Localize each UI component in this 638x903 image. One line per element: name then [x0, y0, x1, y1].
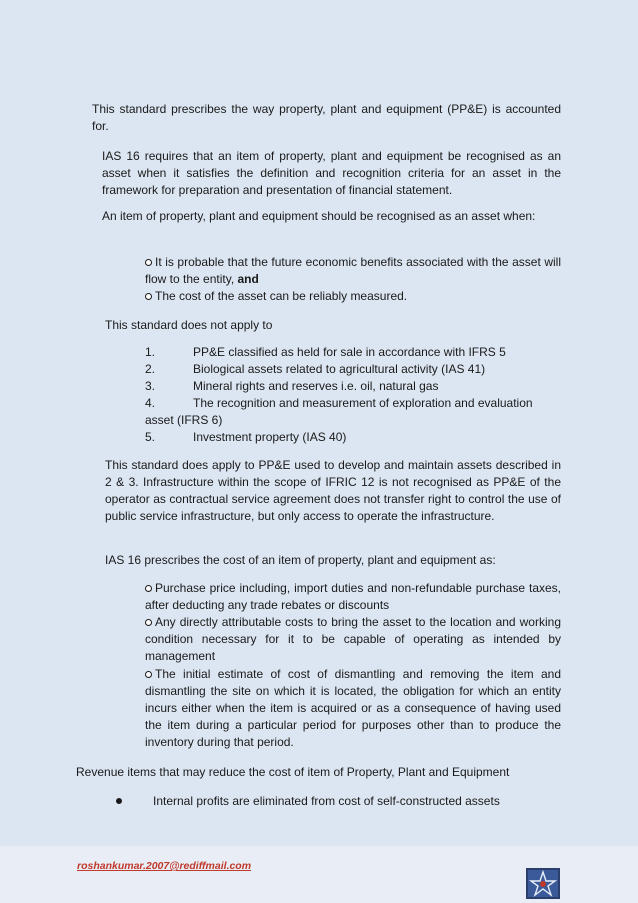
star-emblem-icon — [526, 868, 560, 899]
not-apply-heading: This standard does not apply to — [105, 318, 273, 332]
cost-bullet — [145, 614, 561, 665]
exclusion-item — [145, 429, 346, 446]
exclusion-text: The recognition and measurement of exploration and evaluation — [193, 396, 533, 410]
bullet-icon — [145, 671, 152, 678]
recognition-bullet-1-bold: and — [237, 272, 259, 286]
cost-bullet — [145, 666, 561, 751]
recognition-bullet-2 — [145, 288, 561, 305]
exclusion-number: 2. — [145, 362, 156, 376]
bullet-icon — [145, 619, 152, 626]
exclusion-number: 5. — [145, 430, 156, 444]
intro-paragraph: This standard prescribes the way property, plant and equipment (PP&E) is accounted for. — [92, 102, 561, 133]
recognition-paragraph: IAS 16 requires that an item of property, plant and equipment be recognised as an asset when it satisfies the definition and recognition criteria for an asset in the framework for preparation and presentation of financial statement. — [102, 149, 561, 197]
exclusion-number: 4. — [145, 396, 156, 410]
exclusion-item — [145, 395, 561, 412]
exclusion-text: Investment property (IAS 40) — [193, 430, 347, 444]
exclusion-item — [145, 361, 485, 378]
cost-bullet — [145, 580, 561, 614]
bullet-icon — [145, 259, 152, 266]
revenue-heading: Revenue items that may reduce the cost of item of Property, Plant and Equipment — [76, 765, 510, 779]
recognition-bullet-1 — [145, 254, 561, 288]
exclusion-item — [145, 344, 506, 361]
exclusion-text: Mineral rights and reserves i.e. oil, natural gas — [193, 379, 439, 393]
exclusion-item — [145, 378, 438, 395]
bullet-icon — [145, 293, 152, 300]
exclusion-text: asset (IFRS 6) — [145, 413, 223, 427]
revenue-bullet-text: Internal profits are eliminated from cost of self-constructed assets — [153, 794, 500, 808]
exclusion-text: Biological assets related to agricultural activity (IAS 41) — [193, 362, 486, 376]
exclusion-text: PP&E classified as held for sale in accordance with IFRS 5 — [193, 345, 506, 359]
exclusion-number: 1. — [145, 345, 156, 359]
cost-bullet-text: Any directly attributable costs to bring the asset to the location and working condition necessary for it to be capable of operating as intended by management — [145, 615, 561, 663]
exclusion-number: 3. — [145, 379, 156, 393]
cost-bullet-text: Purchase price including, import duties and non-refundable purchase taxes, after deducting any trade rebates or discounts — [145, 581, 561, 612]
asset-paragraph: An item of property, plant and equipment should be recognised as an asset when: — [102, 209, 536, 223]
recognition-bullet-2-text: The cost of the asset can be reliably measured. — [155, 289, 408, 303]
bullet-icon — [145, 585, 152, 592]
cost-heading: IAS 16 prescribes the cost of an item of property, plant and equipment as: — [105, 553, 496, 567]
cost-bullet-text: The initial estimate of cost of dismantling and removing the item and dismantling the site on which it is located, the obligation for which an entity incurs either when the item is acquired or as a consequence of having used the item during a particular period for purposes other than to produce the inventory during that period. — [145, 667, 561, 749]
footer-email: roshankumar.2007@rediffmail.com — [77, 860, 252, 872]
apply-paragraph: This standard does apply to PP&E used to develop and maintain assets described in 2 & 3. Infrastructure within the scope of IFRIC 12 is not recognised as PP&E of the operator as contractual service agreement does not transfer right to control the use of public service infrastructure, but only access to operate the infrastructure. — [105, 458, 561, 523]
exclusion-item-continuation — [145, 412, 222, 429]
recognition-bullet-1-text: It is probable that the future economic benefits associated with the asset will flow to the entity, — [145, 255, 561, 286]
bullet-icon — [116, 798, 122, 804]
revenue-bullet — [116, 793, 561, 810]
